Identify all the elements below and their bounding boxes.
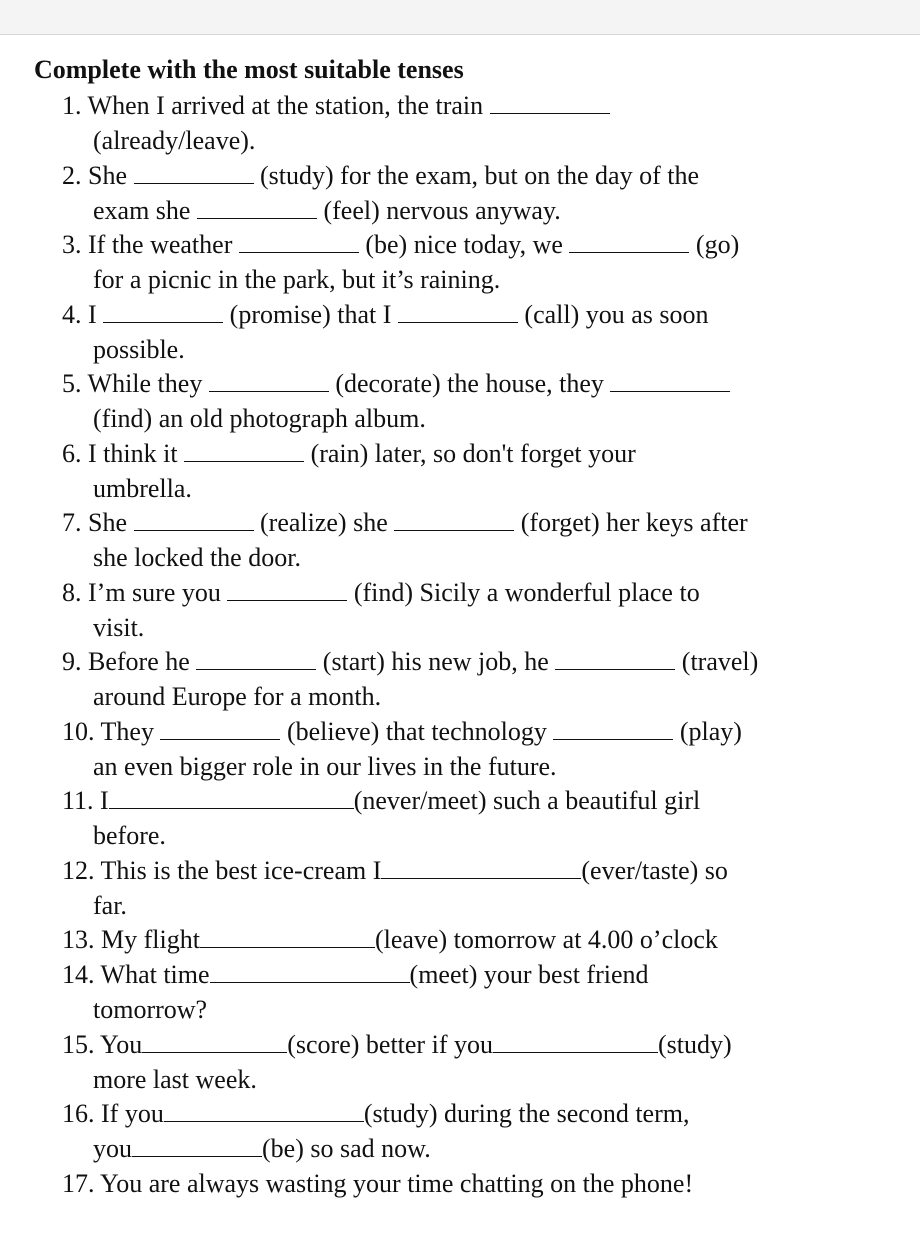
item-text: (start) his new job, he bbox=[322, 647, 549, 676]
worksheet-title: Complete with the most suitable tenses bbox=[34, 55, 464, 84]
item-text: I bbox=[88, 300, 97, 329]
item-text: (decorate) the house, they bbox=[335, 369, 604, 398]
item-text: for a picnic in the park, but it’s raining. bbox=[93, 264, 501, 294]
item-text: more last week. bbox=[93, 1064, 257, 1094]
item-number: 8. bbox=[62, 578, 82, 607]
item-number: 16. bbox=[62, 1099, 95, 1128]
item-text: an even bigger role in our lives in the future. bbox=[93, 751, 557, 781]
answer-blank[interactable] bbox=[200, 927, 375, 948]
item-text: She bbox=[88, 161, 127, 190]
answer-blank[interactable] bbox=[227, 580, 347, 601]
answer-blank[interactable] bbox=[134, 163, 254, 184]
item-number: 11. bbox=[62, 786, 94, 815]
answer-blank[interactable] bbox=[210, 962, 410, 983]
answer-blank[interactable] bbox=[239, 232, 359, 253]
item-number: 14. bbox=[62, 960, 95, 989]
item-text: While they bbox=[87, 369, 203, 398]
answer-blank[interactable] bbox=[569, 232, 689, 253]
item-text: visit. bbox=[93, 612, 145, 642]
item-text: When I arrived at the station, the train bbox=[87, 91, 484, 120]
answer-blank[interactable] bbox=[103, 302, 223, 323]
answer-blank[interactable] bbox=[381, 858, 581, 879]
answer-blank[interactable] bbox=[196, 649, 316, 670]
item-text: If you bbox=[101, 1099, 164, 1128]
item-number: 3. bbox=[62, 230, 82, 259]
item-text: (rain) later, so don't forget your bbox=[310, 439, 636, 468]
item-number: 5. bbox=[62, 369, 82, 398]
answer-blank[interactable] bbox=[134, 510, 254, 531]
item-number: 1. bbox=[62, 91, 82, 120]
item-text: If the weather bbox=[88, 230, 233, 259]
item-number: 13. bbox=[62, 925, 95, 954]
item-text: tomorrow? bbox=[93, 994, 208, 1024]
item-text: (go) bbox=[695, 230, 740, 259]
exercise-item-5 bbox=[62, 367, 842, 436]
item-number: 9. bbox=[62, 647, 82, 676]
item-number: 15. bbox=[62, 1030, 95, 1059]
item-number: 4. bbox=[62, 300, 82, 329]
exercise-item-11 bbox=[62, 784, 842, 853]
exercise-item-4 bbox=[62, 298, 842, 367]
item-number: 12. bbox=[62, 856, 95, 885]
item-text: (find) Sicily a wonderful place to bbox=[353, 578, 700, 607]
answer-blank[interactable] bbox=[164, 1101, 364, 1122]
exercise-item-3 bbox=[62, 228, 842, 297]
item-text: (study) bbox=[657, 1030, 732, 1059]
exercise-item-9 bbox=[62, 645, 842, 714]
exercise-item-13 bbox=[62, 923, 842, 958]
item-text: You are always wasting your time chatting on the phone! bbox=[100, 1169, 694, 1198]
answer-blank[interactable] bbox=[610, 371, 730, 392]
item-text: exam she bbox=[93, 195, 191, 225]
answer-blank[interactable] bbox=[209, 371, 329, 392]
worksheet-page bbox=[0, 35, 920, 1237]
item-text: umbrella. bbox=[93, 473, 192, 503]
item-number: 7. bbox=[62, 508, 82, 537]
answer-blank[interactable] bbox=[394, 510, 514, 531]
answer-blank[interactable] bbox=[553, 719, 673, 740]
item-text: around Europe for a month. bbox=[93, 681, 382, 711]
item-text: (meet) your best friend bbox=[409, 960, 649, 989]
item-text: She bbox=[88, 508, 127, 537]
item-text: (forget) her keys after bbox=[520, 508, 748, 537]
item-text: she locked the door. bbox=[93, 542, 301, 572]
item-text: (never/meet) such a beautiful girl bbox=[353, 786, 701, 815]
answer-blank[interactable] bbox=[197, 198, 317, 219]
item-text: (promise) that I bbox=[229, 300, 392, 329]
answer-blank[interactable] bbox=[493, 1032, 658, 1053]
item-text: My flight bbox=[101, 925, 200, 954]
item-text: (study) during the second term, bbox=[363, 1099, 690, 1128]
item-text: you bbox=[93, 1133, 132, 1163]
item-text: far. bbox=[93, 890, 127, 920]
item-number: 2. bbox=[62, 161, 82, 190]
item-text: (believe) that technology bbox=[286, 717, 547, 746]
item-text: (be) so sad now. bbox=[262, 1133, 431, 1163]
item-text: I’m sure you bbox=[88, 578, 221, 607]
exercise-item-1 bbox=[62, 89, 842, 158]
exercise-item-12 bbox=[62, 854, 842, 923]
item-text: (study) for the exam, but on the day of the bbox=[260, 161, 699, 190]
item-text: I think it bbox=[88, 439, 178, 468]
top-toolbar-strip bbox=[0, 0, 920, 35]
item-text: (already/leave). bbox=[93, 125, 256, 155]
item-text: (realize) she bbox=[260, 508, 388, 537]
answer-blank[interactable] bbox=[160, 719, 280, 740]
exercise-item-7 bbox=[62, 506, 842, 575]
item-text: (score) better if you bbox=[287, 1030, 493, 1059]
item-text: You bbox=[100, 1030, 143, 1059]
item-text: (be) nice today, we bbox=[365, 230, 563, 259]
answer-blank[interactable] bbox=[184, 441, 304, 462]
exercise-item-6 bbox=[62, 437, 842, 506]
answer-blank[interactable] bbox=[555, 649, 675, 670]
answer-blank[interactable] bbox=[132, 1136, 262, 1157]
item-text: (leave) tomorrow at 4.00 o’clock bbox=[374, 925, 718, 954]
exercise-item-2 bbox=[62, 159, 842, 228]
answer-blank[interactable] bbox=[109, 788, 354, 809]
item-text: They bbox=[100, 717, 154, 746]
item-text: Before he bbox=[88, 647, 190, 676]
exercise-item-16 bbox=[62, 1097, 842, 1166]
exercise-item-15 bbox=[62, 1028, 842, 1097]
exercise-item-14 bbox=[62, 958, 842, 1027]
exercise-item-10 bbox=[62, 715, 842, 784]
item-text: possible. bbox=[93, 334, 185, 364]
item-text: I bbox=[100, 786, 109, 815]
item-number: 10. bbox=[62, 717, 95, 746]
item-text: (travel) bbox=[681, 647, 759, 676]
item-number: 17. bbox=[62, 1169, 95, 1198]
item-text: (call) you as soon bbox=[524, 300, 709, 329]
answer-blank[interactable] bbox=[398, 302, 518, 323]
item-text: What time bbox=[100, 960, 210, 989]
answer-blank[interactable] bbox=[142, 1032, 287, 1053]
item-text: before. bbox=[93, 820, 166, 850]
answer-blank[interactable] bbox=[490, 93, 610, 114]
item-text: (feel) nervous anyway. bbox=[323, 195, 561, 225]
item-text: (play) bbox=[679, 717, 742, 746]
item-text: This is the best ice-cream I bbox=[100, 856, 382, 885]
item-number: 6. bbox=[62, 439, 82, 468]
item-text: (find) an old photograph album. bbox=[93, 403, 426, 433]
exercise-item-17 bbox=[62, 1167, 842, 1202]
item-text: (ever/taste) so bbox=[581, 856, 728, 885]
exercise-item-8 bbox=[62, 576, 842, 645]
